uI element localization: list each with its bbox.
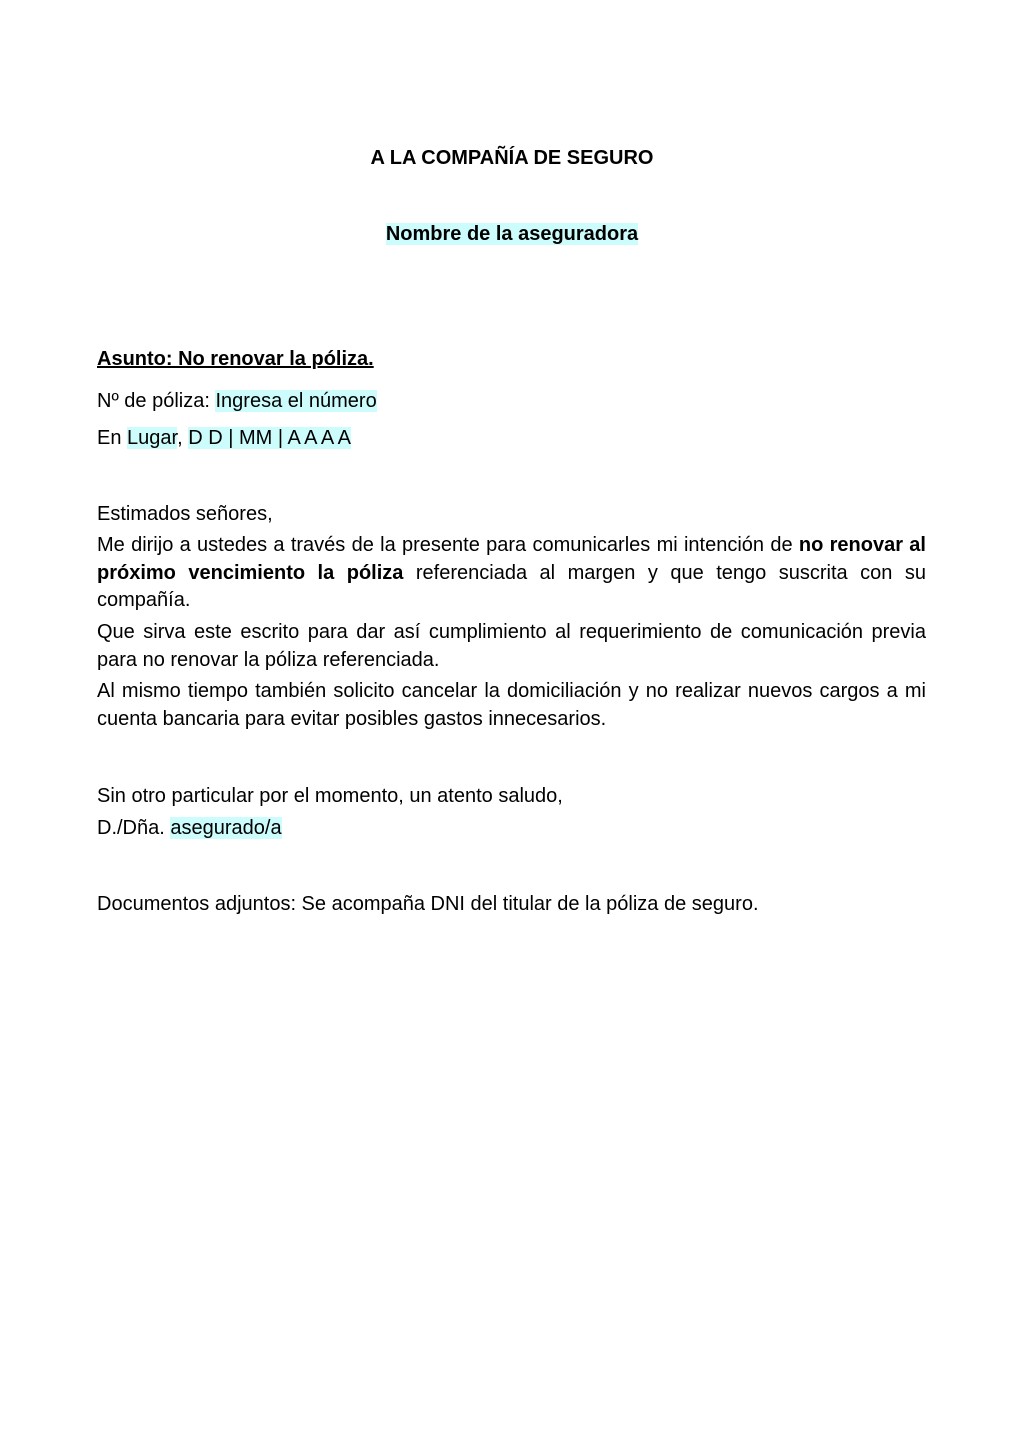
policy-number-line [97,389,377,413]
body-paragraph-1-start: Me dirijo a ustedes a través de la presente para comunicarles mi intención de [97,534,799,556]
letter-title: A LA COMPAÑÍA DE SEGURO [370,147,654,169]
greeting: Estimados señores, [97,503,273,525]
closing-salutation: Sin otro particular por el momento, un atento saludo, [97,785,563,807]
place-prefix: En [97,427,122,449]
place-field[interactable]: Lugar [127,427,178,449]
attachments-note: Documentos adjuntos: Se acompaña DNI del titular de la póliza de seguro. [97,893,759,915]
body-paragraph-2: Que sirva este escrito para dar así cumplimiento al requerimiento de comunicación previa para no renovar la póliza referenciada. [97,621,926,671]
subject-line: Asunto: No renovar la póliza. [97,348,374,370]
insurer-name-field[interactable]: Nombre de la aseguradora [385,223,639,245]
body-paragraph-1-end: referenciada al margen y que tengo suscrita con su compañía. [97,561,927,611]
signer-name-field[interactable]: asegurado/a [170,817,282,839]
date-field[interactable]: D D | MM | A A A A [188,427,351,449]
body-paragraph-1-bold: no renovar al próximo vencimiento la póliza [97,534,926,584]
body-paragraph-1 [97,532,926,615]
place-date-separator: , [177,427,183,449]
policy-number-label: Nº de póliza: [97,390,210,412]
insurer-name-heading [0,222,1024,246]
policy-number-field[interactable]: Ingresa el número [215,390,377,412]
signer-prefix: D./Dña. [97,817,165,839]
body-paragraph-3: Al mismo tiempo también solicito cancelar la domiciliación y no realizar nuevos cargos a mi cuenta bancaria para evitar posibles gastos innecesarios. [97,680,926,730]
place-date-line [97,426,351,450]
signer-line [97,816,282,840]
